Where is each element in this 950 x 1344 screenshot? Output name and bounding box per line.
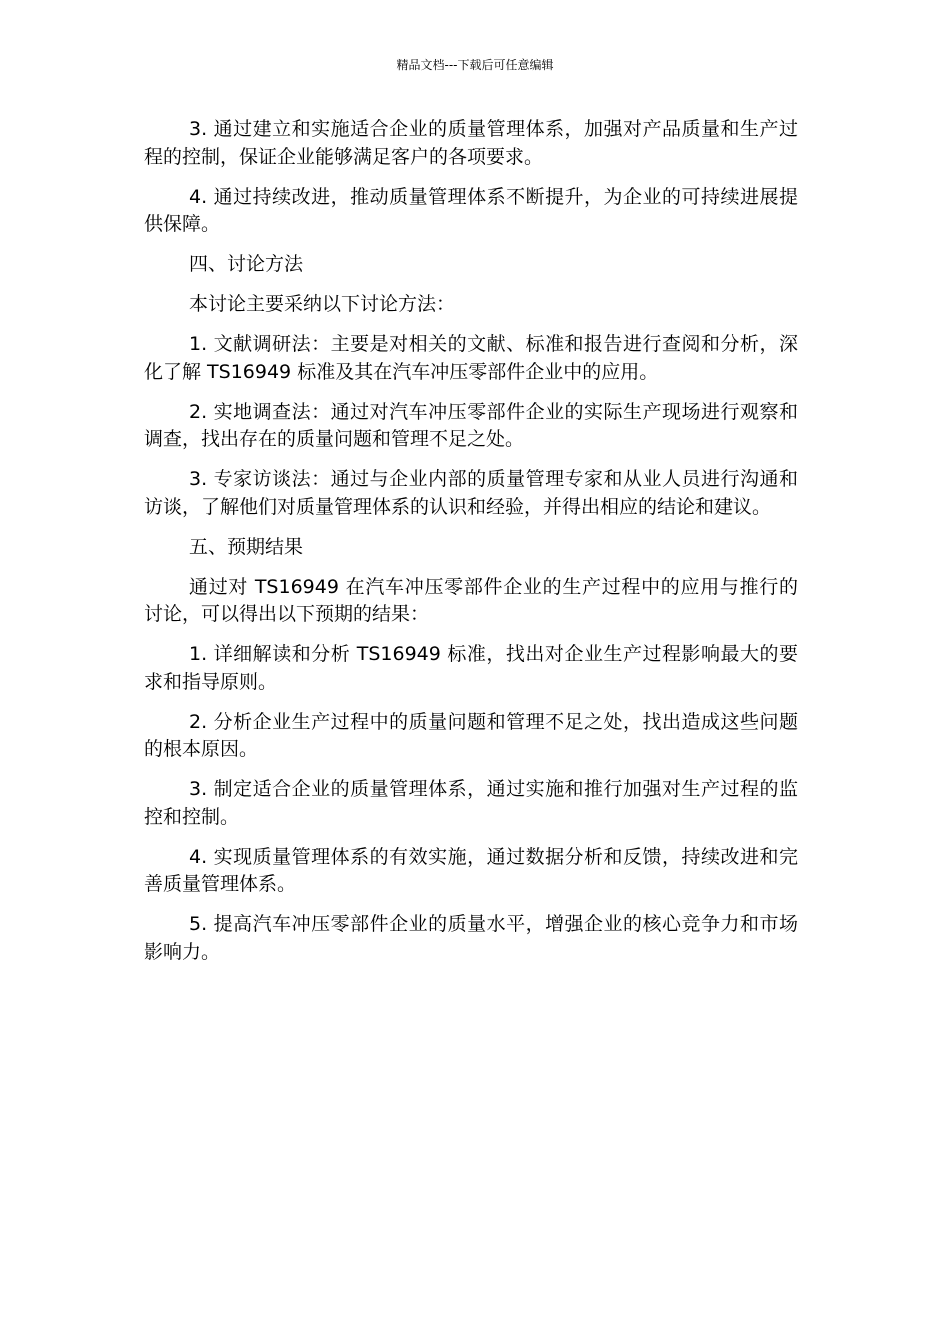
paragraph-results-intro: 通过对 TS16949 在汽车冲压零部件企业的生产过程中的应用与推行的讨论，可以得出以下预期的结果： [144,575,798,625]
paragraph-result-5: 5. 提高汽车冲压零部件企业的质量水平，增强企业的核心竞争力和市场影响力。 [144,913,798,963]
section-heading-results: 五、预期结果 [189,535,304,558]
paragraph-method-1: 1. 文献调研法：主要是对相关的文献、标准和报告进行查阅和分析，深化了解 TS16949 标准及其在汽车冲压零部件企业中的应用。 [144,333,798,383]
paragraph-method-2: 2. 实地调查法：通过对汽车冲压零部件企业的实际生产现场进行观察和调查，找出存在的质量问题和管理不足之处。 [144,400,798,450]
section-heading-methods: 四、讨论方法 [189,253,304,275]
paragraph-result-2: 2. 分析企业生产过程中的质量问题和管理不足之处，找出造成这些问题的根本原因。 [144,710,798,760]
paragraph-result-1: 1. 详细解读和分析 TS16949 标准，找出对企业生产过程影响最大的要求和指导原则。 [144,643,798,693]
page-header: 精品文档---下载后可任意编辑 [396,58,554,72]
document-body [144,116,798,979]
paragraph-result-4: 4. 实现质量管理体系的有效实施，通过数据分析和反馈，持续改进和完善质量管理体系。 [144,845,798,895]
paragraph-goal-4: 4. 通过持续改进，推动质量管理体系不断提升，为企业的可持续进展提供保障。 [144,185,798,235]
paragraph-goal-3: 3. 通过建立和实施适合企业的质量管理体系，加强对产品质量和生产过程的控制，保证企业能够满足客户的各项要求。 [144,118,798,168]
paragraph-methods-intro: 本讨论主要采纳以下讨论方法： [189,293,456,315]
paragraph-result-3: 3. 制定适合企业的质量管理体系，通过实施和推行加强对生产过程的监控和控制。 [144,778,798,828]
paragraph-method-3: 3. 专家访谈法：通过与企业内部的质量管理专家和从业人员进行沟通和访谈，了解他们对质量管理体系的认识和经验，并得出相应的结论和建议。 [144,468,798,518]
